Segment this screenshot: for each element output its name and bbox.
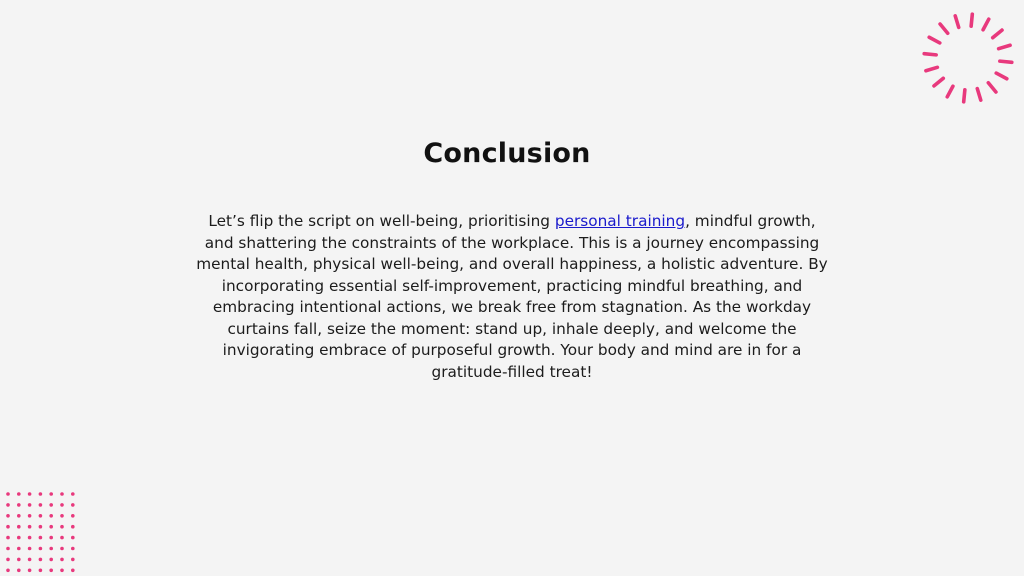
sunburst-ray [983, 19, 989, 30]
grid-dot [39, 558, 43, 562]
sunburst-ray [971, 14, 972, 26]
grid-dot [39, 492, 43, 496]
sunburst-ray [977, 89, 980, 100]
grid-dot [17, 492, 21, 496]
sunburst-icon [918, 8, 1018, 108]
sunburst-ray [947, 86, 953, 97]
grid-dot [17, 569, 21, 573]
personal-training-link[interactable]: personal training [554, 212, 686, 230]
sunburst-ray [996, 73, 1007, 79]
grid-dot [6, 547, 10, 551]
body-text-start: Let’s flip the script on well-being, prioritising [208, 212, 555, 230]
grid-dot [28, 569, 32, 573]
sunburst-ray [955, 16, 958, 27]
grid-dot [6, 492, 10, 496]
grid-dot [17, 558, 21, 562]
grid-dot [71, 525, 75, 529]
sunburst-ray [988, 83, 996, 92]
grid-dot [49, 536, 53, 540]
grid-dot [71, 514, 75, 518]
grid-dot [39, 536, 43, 540]
grid-dot [60, 536, 64, 540]
grid-dot [28, 525, 32, 529]
grid-dot [71, 492, 75, 496]
grid-dot [17, 536, 21, 540]
grid-dot [6, 514, 10, 518]
grid-dot [60, 558, 64, 562]
grid-dot [60, 525, 64, 529]
grid-dot [28, 492, 32, 496]
sunburst-ray [934, 78, 943, 86]
grid-dot [6, 536, 10, 540]
grid-dot [71, 558, 75, 562]
grid-dot [60, 569, 64, 573]
grid-dot [49, 514, 53, 518]
grid-dot [28, 536, 32, 540]
grid-dot [49, 569, 53, 573]
grid-dot [60, 503, 64, 507]
grid-dot [60, 492, 64, 496]
grid-dot [49, 492, 53, 496]
grid-dot [71, 536, 75, 540]
grid-dot [17, 525, 21, 529]
grid-dot [49, 547, 53, 551]
grid-dot [17, 547, 21, 551]
grid-dot [6, 558, 10, 562]
grid-dot [71, 569, 75, 573]
sunburst-ray [926, 67, 937, 70]
sunburst-ray [940, 24, 948, 33]
grid-dot [39, 525, 43, 529]
sunburst-ray [993, 30, 1002, 38]
grid-dot [49, 503, 53, 507]
grid-dot [28, 503, 32, 507]
grid-dot [71, 503, 75, 507]
grid-dot [39, 503, 43, 507]
grid-dot [39, 547, 43, 551]
grid-dot [6, 569, 10, 573]
grid-dot [49, 558, 53, 562]
grid-dot [60, 514, 64, 518]
sunburst-ray [924, 54, 936, 55]
grid-dot [39, 569, 43, 573]
sunburst-ray [1000, 61, 1012, 62]
page-title: Conclusion [423, 138, 591, 169]
sunburst-ray [929, 37, 940, 43]
grid-dot [39, 514, 43, 518]
grid-dot [6, 525, 10, 529]
dot-grid-icon [4, 490, 78, 574]
body-paragraph [195, 211, 829, 383]
grid-dot [17, 503, 21, 507]
sunburst-ray [964, 90, 965, 102]
grid-dot [28, 558, 32, 562]
grid-dot [49, 525, 53, 529]
grid-dot [17, 514, 21, 518]
grid-dot [71, 547, 75, 551]
sunburst-ray [999, 45, 1010, 48]
grid-dot [28, 514, 32, 518]
grid-dot [28, 547, 32, 551]
body-text-rest: , mindful growth, and shattering the constraints of the workplace. This is a journey encompassing mental health, physical well-being, and overall happiness, a holistic adventure. By incorporating essential self-improvement, practicing mindful breathing, and embracing intentional actions, we break free from stagnation. As the workday curtains fall, seize the moment: stand up, inhale deeply, and welcome the invigorating embrace of purposeful growth. Your body and mind are in for a gratitude-filled treat! [196, 212, 828, 381]
grid-dot [60, 547, 64, 551]
grid-dot [6, 503, 10, 507]
